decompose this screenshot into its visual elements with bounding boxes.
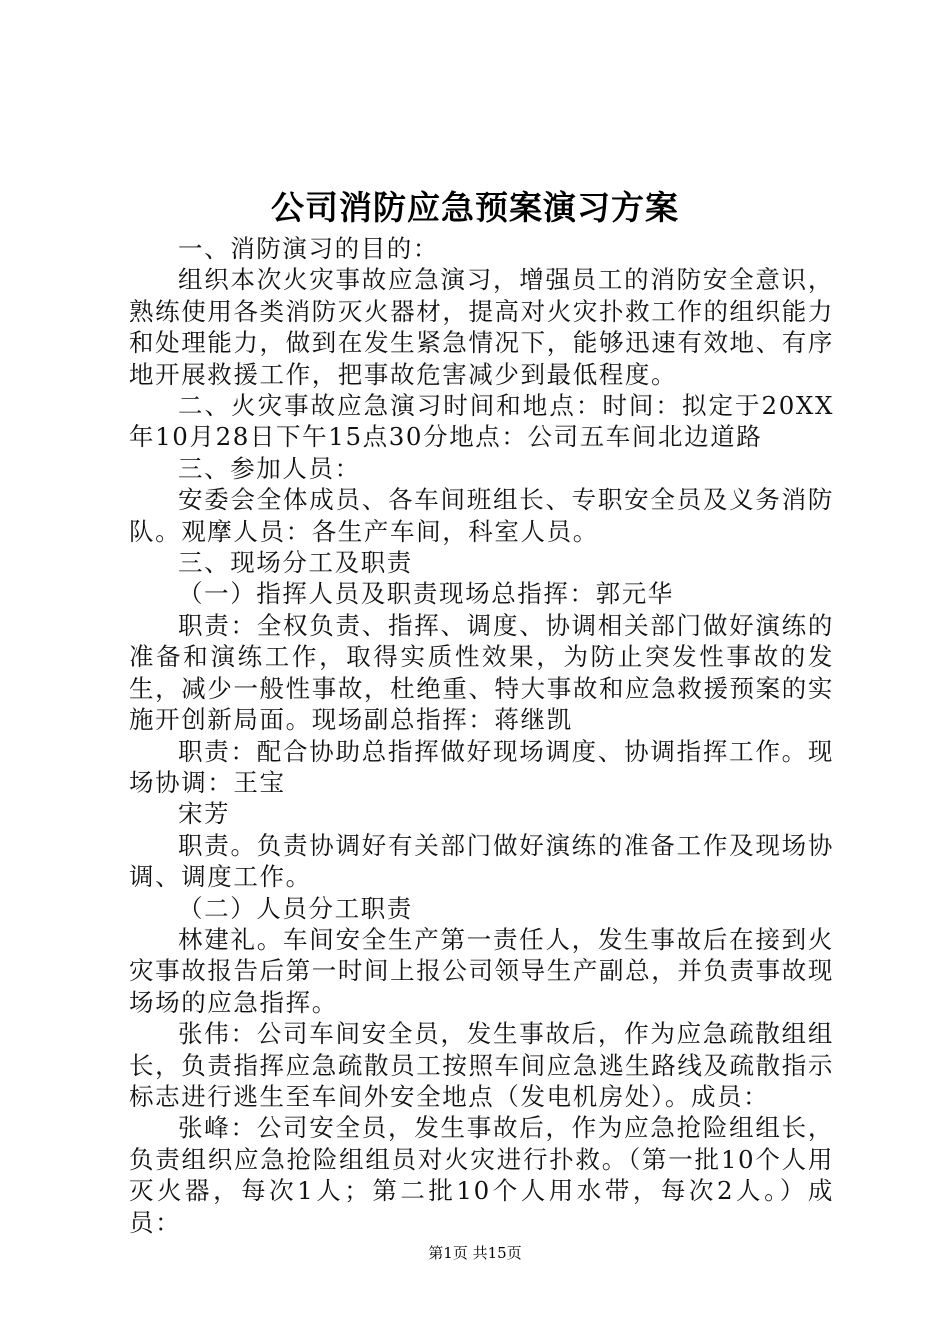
paragraph: 组织本次火灾事故应急演习，增强员工的消防安全意识，熟练使用各类消防灭火器材，提高对火灾扑救工作的组织能力和处理能力，做到在发生紧急情况下，能够迅速有效地、有序地开展救援工作，把事故危害减少到最低程度。 (129, 265, 834, 389)
paragraph: （一）指挥人员及职责现场总指挥：郭元华 (178, 579, 674, 609)
paragraph: 安委会全体成员、各车间班组长、专职安全员及义务消防队。观摩人员：各生产车间，科室人员。 (129, 485, 834, 546)
paragraph: （二）人员分工职责 (178, 893, 413, 923)
page-footer: 第1页 共15页 (428, 1244, 522, 1262)
document-body (129, 233, 834, 1238)
paragraph: 职责：配合协助总指挥做好现场调度、协调指挥工作。现场协调：王宝 (129, 736, 834, 797)
document-title: 公司消防应急预案演习方案 (271, 188, 679, 227)
paragraph: 三、现场分工及职责 (178, 548, 413, 578)
paragraph: 张峰：公司安全员，发生事故后，作为应急抢险组组长，负责组织应急抢险组组员对火灾进行扑救。（第一批10个人用灭火器，每次1人；第二批10个人用水带，每次2人。）成员： (129, 1113, 834, 1237)
paragraph: 张伟：公司车间安全员，发生事故后，作为应急疏散组组长，负责指挥应急疏散员工按照车间应急逃生路线及疏散指示标志进行逃生至车间外安全地点（发电机房处）。成员： (129, 1019, 834, 1111)
paragraph: 职责：全权负责、指挥、调度、协调相关部门做好演练的准备和演练工作，取得实质性效果，为防止突发性事故的发生，减少一般性事故，杜绝重、特大事故和应急救援预案的实施开创新局面。现场副总指挥：蒋继凯 (129, 610, 834, 735)
paragraph: 职责。负责协调好有关部门做好演练的准备工作及现场协调、调度工作。 (129, 830, 834, 892)
paragraph: 宋芳 (178, 799, 231, 829)
paragraph: 二、火灾事故应急演习时间和地点：时间：拟定于20XX年10月28日下午15点30分地点：公司五车间北边道路 (129, 391, 834, 452)
paragraph: 三、参加人员： (178, 453, 361, 483)
paragraph: 林建礼。车间安全生产第一责任人，发生事故后在接到火灾事故报告后第一时间上报公司领导生产副总，并负责事故现场场的应急指挥。 (129, 924, 834, 1017)
paragraph: 一、消防演习的目的： (178, 234, 439, 263)
